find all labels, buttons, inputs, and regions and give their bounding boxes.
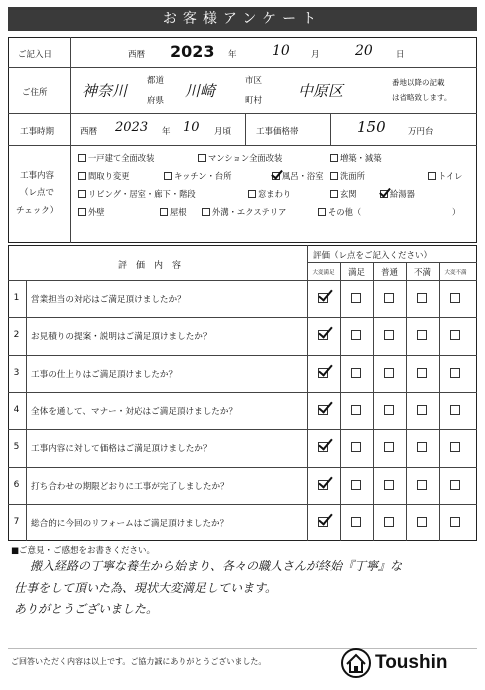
rating-checkbox[interactable]	[384, 368, 394, 378]
comment-line-2: 仕事をして頂いた為、現状大変満足しています。	[14, 581, 278, 595]
price-label: 工事価格帯	[256, 127, 299, 137]
period-era: 西暦	[80, 127, 98, 137]
work-item[interactable]	[160, 206, 187, 218]
period-label: 工事時期	[20, 127, 55, 137]
work-item[interactable]	[330, 188, 357, 200]
question-number: 4	[13, 404, 20, 415]
period-year-value: 2023	[115, 120, 149, 135]
work-item-label: 間取り変更	[88, 171, 130, 181]
work-item-label: 外壁	[88, 207, 105, 217]
house-logo-icon	[339, 646, 373, 680]
rating-checkbox[interactable]	[351, 517, 361, 527]
question-text: 打ち合わせの期限どおりに工事が完了しましたか？	[31, 481, 229, 492]
checkbox-icon[interactable]	[160, 208, 168, 216]
month-label: 月	[311, 50, 320, 60]
work-item[interactable]	[318, 206, 361, 218]
work-item-label: 風呂・浴室	[282, 171, 324, 181]
checkbox-icon[interactable]	[318, 208, 326, 216]
rating-checkbox[interactable]	[417, 293, 427, 303]
work-item-label: リビング・居室・廊下・階段	[88, 189, 196, 199]
rating-checkbox[interactable]	[351, 368, 361, 378]
work-item[interactable]	[380, 188, 415, 200]
address-label: ご住所	[22, 88, 48, 98]
work-label-3: チェック）	[16, 206, 59, 216]
rating-checkbox[interactable]	[450, 517, 460, 527]
checkbox-icon[interactable]	[330, 190, 338, 198]
work-item-label: 玄関	[340, 189, 357, 199]
rating-checkbox[interactable]	[384, 442, 394, 452]
price-value: 150	[357, 118, 386, 136]
work-item-label: 増築・減築	[340, 153, 382, 163]
work-item[interactable]	[330, 152, 382, 164]
rating-checkbox[interactable]	[384, 293, 394, 303]
price-unit: 万円台	[408, 127, 434, 137]
question-number: 1	[13, 293, 20, 303]
rating-checkbox[interactable]	[450, 405, 460, 415]
rating-checkbox[interactable]	[450, 330, 460, 340]
rating-checked-icon[interactable]	[318, 368, 328, 378]
rating-checkbox[interactable]	[450, 442, 460, 452]
work-item-label: 外溝・エクステリア	[212, 207, 287, 217]
day-label: 日	[396, 50, 405, 60]
checkbox-icon[interactable]	[78, 208, 86, 216]
work-item-label: 一戸建て全面改装	[88, 153, 155, 163]
brand-name: Toushin	[375, 652, 448, 673]
toushin-logo	[339, 646, 469, 680]
work-item[interactable]	[78, 152, 154, 164]
rating-checkbox[interactable]	[351, 293, 361, 303]
work-item-label: 給湯器	[390, 189, 415, 199]
question-text: 工事の仕上りはご満足頂けましたか？	[31, 369, 178, 380]
year-label: 年	[228, 50, 237, 60]
work-item-label: マンション全面改装	[208, 153, 283, 163]
comment-line-1: 搬入経路の丁寧な養生から始まり、各々の職人さんが終始『丁寧』な	[30, 559, 403, 573]
rating-checked-icon[interactable]	[318, 442, 328, 452]
period-year-label: 年	[162, 127, 171, 137]
checked-box-icon[interactable]	[380, 190, 388, 198]
rating-checkbox[interactable]	[384, 480, 394, 490]
rating-checkbox[interactable]	[351, 480, 361, 490]
work-item[interactable]	[202, 206, 286, 218]
fu-ken-label: 府県	[147, 96, 165, 106]
work-label-2: （レ点で	[20, 188, 55, 198]
rating-checked-icon[interactable]	[318, 330, 328, 340]
address-note-2: は省略致します。	[392, 93, 452, 102]
rating-checkbox[interactable]	[417, 442, 427, 452]
rating-col-3: 不満	[413, 268, 431, 278]
question-number: 3	[13, 367, 20, 378]
entry-day-value: 20	[355, 43, 373, 59]
rating-col-4: 大変不満	[444, 270, 467, 276]
rating-checkbox[interactable]	[417, 330, 427, 340]
ward-value: 中原区	[298, 82, 344, 100]
work-item[interactable]	[198, 152, 282, 164]
work-item-label: ）	[452, 207, 461, 217]
rating-checkbox[interactable]	[351, 442, 361, 452]
rating-checkbox[interactable]	[351, 405, 361, 415]
checkbox-icon[interactable]	[198, 154, 206, 162]
rating-checkbox[interactable]	[417, 405, 427, 415]
question-number: 2	[13, 330, 20, 341]
comment-line-3: ありがとうございました。	[14, 602, 159, 616]
rating-checkbox[interactable]	[417, 480, 427, 490]
rating-col-0: 大変満足	[312, 270, 335, 276]
rating-checkbox[interactable]	[417, 368, 427, 378]
checkbox-icon[interactable]	[78, 154, 86, 162]
work-item[interactable]	[452, 206, 460, 218]
work-item[interactable]	[78, 206, 105, 218]
work-item[interactable]	[428, 170, 462, 182]
period-month-label: 月頃	[214, 127, 232, 137]
rating-checked-icon[interactable]	[318, 480, 328, 490]
work-item[interactable]	[248, 188, 291, 200]
checkbox-icon[interactable]	[164, 172, 172, 180]
question-text: 工事内容に対して価格はご満足頂けましたか？	[31, 444, 212, 455]
work-item[interactable]	[272, 170, 324, 182]
rating-checked-icon[interactable]	[318, 517, 328, 527]
footer-text: ご回答いただく内容は以上です。ご協力誠にありがとうございました。	[11, 657, 267, 666]
rating-header: 評価（レ点をご記入ください）	[313, 251, 433, 261]
checkbox-icon[interactable]	[78, 190, 86, 198]
shi-ku-label: 市区	[245, 76, 263, 86]
rating-checkbox[interactable]	[384, 517, 394, 527]
work-item-label: 屋根	[170, 207, 187, 217]
question-text: 営業担当の対応はご満足頂けましたか？	[31, 295, 186, 305]
question-text: お見積りの提案・説明はご満足頂けましたか？	[31, 332, 212, 343]
work-label-1: 工事内容	[20, 171, 55, 181]
work-item-label: 洗面所	[340, 171, 365, 181]
checkbox-icon[interactable]	[330, 172, 338, 180]
prefecture-value: 神奈川	[82, 82, 128, 100]
cho-son-label: 町村	[245, 96, 263, 106]
work-item[interactable]	[330, 170, 365, 182]
question-number: 6	[13, 479, 20, 490]
work-item[interactable]	[78, 170, 130, 182]
rating-col-2: 普通	[380, 268, 398, 278]
work-item[interactable]	[78, 188, 196, 200]
rating-checked-icon[interactable]	[318, 405, 328, 415]
era-label: 西暦	[128, 50, 146, 60]
work-item-label: 窓まわり	[258, 189, 292, 199]
survey-title: お客様アンケート	[8, 7, 477, 31]
checked-box-icon[interactable]	[272, 172, 280, 180]
entry-year-value: 2023	[170, 42, 215, 61]
work-item[interactable]	[164, 170, 232, 182]
comments-label: ■ご意見・ご感想をお書きください。	[11, 546, 156, 556]
rating-checkbox[interactable]	[384, 405, 394, 415]
work-item-label: トイレ	[438, 171, 463, 181]
city-value: 川崎	[185, 82, 216, 100]
rating-col-1: 満足	[347, 268, 365, 278]
question-number: 5	[13, 442, 20, 453]
rating-checkbox[interactable]	[450, 480, 460, 490]
checkbox-icon[interactable]	[78, 172, 86, 180]
checkbox-icon[interactable]	[330, 154, 338, 162]
rating-checkbox[interactable]	[450, 368, 460, 378]
rating-checked-icon[interactable]	[318, 293, 328, 303]
address-note-1: 番地以降の記載	[392, 78, 445, 87]
rating-checkbox[interactable]	[351, 330, 361, 340]
work-item-label: キッチン・台所	[174, 171, 232, 181]
question-number: 7	[13, 516, 20, 527]
question-text: 全体を通して、マナー・対応はご満足頂けましたか？	[31, 406, 238, 417]
work-item-label: その他（	[328, 207, 362, 217]
rating-checkbox[interactable]	[417, 517, 427, 527]
entry-date-label: ご記入日	[18, 50, 53, 60]
checkbox-icon[interactable]	[248, 190, 256, 198]
eval-header: 評 価 内 容	[118, 261, 182, 271]
entry-month-value: 10	[272, 43, 290, 59]
rating-checkbox[interactable]	[384, 330, 394, 340]
rating-checkbox[interactable]	[450, 293, 460, 303]
checkbox-icon[interactable]	[202, 208, 210, 216]
to-do-label: 都道	[147, 76, 165, 86]
checkbox-icon[interactable]	[428, 172, 436, 180]
period-month-value: 10	[183, 120, 200, 135]
question-text: 総合的に今回のリフォームはご満足頂けましたか？	[31, 518, 229, 529]
